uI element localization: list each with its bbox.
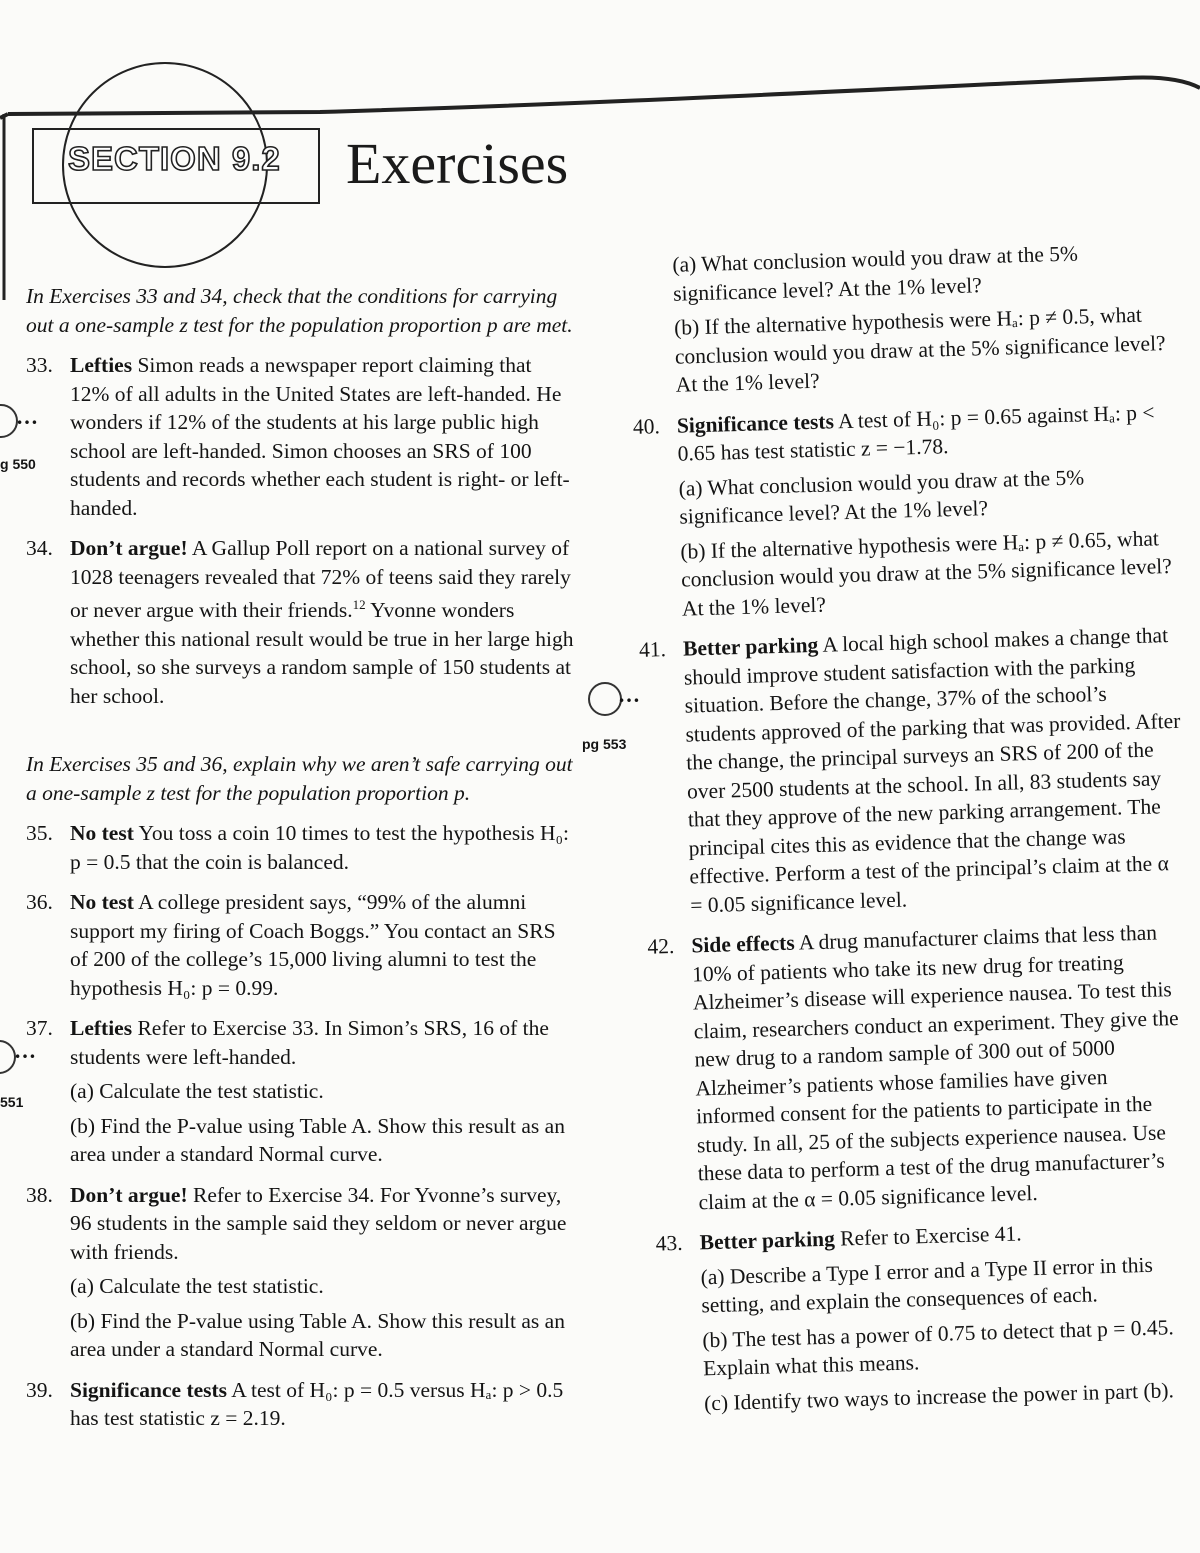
exercise-39-part-a: (a) What conclusion would you draw at the 5% significance level? At the 1% level? (672, 241, 1079, 306)
dots-marker: … (16, 404, 39, 429)
exercise-number: 42. (647, 933, 675, 959)
exercise-text-cont: Yvonne wonders whether this national result would be true in her large high school, so she surveys a random sample of 150 students at her school. (70, 598, 574, 708)
exercise-number: 36. (26, 890, 53, 915)
exercise-39-part-b: (b) If the alternative hypothesis were Hₐ: p ≠ 0.5, what conclusion would you draw at the 5% significance level? At the 1% level? (673, 302, 1166, 397)
page-ref-41: pg 553 (582, 736, 627, 752)
exercise-43-part-a: (a) Describe a Type I error and a Type II error in this setting, and explain the consequences of each. (700, 1252, 1154, 1318)
exercise-37 (26, 1014, 574, 1071)
exercise-text: A drug manufacturer claims that less than 10% of patients who take its new drug for treating Alzheimer’s disease will experience nausea. To test this claim, researchers conduct an experiment. They give the new drug to a random sample of 300 out of 5000 Alzheimer’s patients whose families have given informed consent for the patients to participate in the study. In all, 25 of the subjects experience nausea. Use these data to perform a test of the drug manufacturer’s claim at the α = 0.05 significance level. (691, 920, 1179, 1214)
exercise-title: Don’t argue! (70, 536, 188, 560)
exercise-number: 35. (26, 821, 53, 846)
exercise-43-part-c: (c) Identify two ways to increase the power in part (b). (703, 1377, 1175, 1415)
exercise-39 (26, 1376, 574, 1433)
exercise-text: A test of H₀: p = 0.65 against Hₐ: p < 0.65 has test statistic z = −1.78. (677, 399, 1155, 466)
right-column (628, 237, 1200, 1419)
exercise-37-part-a: (a) Calculate the test statistic. (70, 1079, 324, 1104)
exercise-number: 40. (632, 413, 661, 439)
exercise-36 (26, 888, 574, 1002)
exercise-title: Side effects (691, 930, 795, 958)
exercise-title: Lefties (70, 353, 133, 377)
page-ref-33: g 550 (0, 456, 36, 472)
exercise-37-part-b: (b) Find the P-value using Table A. Show this result as an area under a standard Normal curve. (70, 1113, 565, 1167)
instructions-35-36: In Exercises 35 and 36, explain why we aren’t safe carrying out a one-sample z test for the population proportion p. (26, 752, 573, 805)
exercise-text: A local high school makes a change that should improve student satisfaction with the parking situation. Before the change, 37% of the school’s students approved of the parking that was provided. After the change, the principal surveys an SRS of 200 of the over 2500 students at the school. In all, 83 students say that they approve of the new parking arrangement. The principal cites this as evidence that the change was effective. Perform a test of the principal’s claim at the α = 0.05 significance level. (683, 623, 1181, 918)
exercise-number: 39. (26, 1377, 53, 1402)
exercise-38-part-a: (a) Calculate the test statistic. (70, 1274, 324, 1299)
exercise-42 (647, 918, 1195, 1218)
exercise-text: A test of H₀: p = 0.5 versus Hₐ: p > 0.5 has test statistic z = 2.19. (70, 1377, 564, 1431)
exercise-title: Better parking (699, 1226, 836, 1255)
exercise-40-part-b: (b) If the alternative hypothesis were Hₐ: p ≠ 0.65, what conclusion would you draw at the 5% significance level? At the 1% level? (680, 525, 1173, 621)
online-video-icon (588, 682, 622, 716)
exercise-number: 41. (638, 637, 667, 662)
exercise-text: You toss a coin 10 times to test the hypothesis H₀: p = 0.5 that the coin is balanced. (70, 821, 570, 874)
exercise-number: 33. (26, 353, 53, 377)
dots-marker: … (14, 1038, 37, 1063)
exercise-40-part-a: (a) What conclusion would you draw at the 5% significance level? At the 1% level? (678, 464, 1085, 529)
dots-marker: … (618, 682, 641, 707)
exercise-43-part-b: (b) The test has a power of 0.75 to detect that p = 0.45. Explain what this means. (702, 1314, 1175, 1381)
exercise-number: 38. (26, 1182, 53, 1207)
exercise-35 (26, 819, 574, 876)
exercise-text: Refer to Exercise 33. In Simon’s SRS, 16 of the students were left-handed. (70, 1016, 549, 1069)
exercise-text: Refer to Exercise 34. For Yvonne’s survey, 96 students in the sample said they seldom or never argue with friends. (70, 1182, 567, 1264)
exercise-34 (26, 534, 574, 710)
footnote-ref: 12 (352, 597, 366, 612)
exercise-text: A Gallup Poll report on a national survey of 1028 teenagers revealed that 72% of teens said they rarely or never argue with their friends. (70, 536, 571, 623)
exercise-text: Simon reads a newspaper report claiming that 12% of all adults in the United States are left-handed. He wonders if 12% of the students at his large public high school are left-handed. Simon chooses an SRS of 100 students and records whether each student is right- or left-handed. (70, 353, 570, 520)
exercise-38-part-b: (b) Find the P-value using Table A. Show this result as an area under a standard Normal curve. (70, 1308, 565, 1362)
exercise-text: Refer to Exercise 41. (839, 1221, 1022, 1251)
exercise-title: No test (70, 890, 134, 915)
left-column (26, 282, 574, 1433)
exercise-title: Significance tests (676, 408, 835, 438)
exercise-title: Don’t argue! (70, 1182, 188, 1207)
exercise-title: Significance tests (70, 1377, 228, 1402)
page-ref-37: 551 (0, 1094, 24, 1110)
exercise-title: Lefties (70, 1016, 133, 1041)
exercise-title: Better parking (682, 632, 819, 661)
instructions-33-34: In Exercises 33 and 34, check that the conditions for carrying out a one-sample z test for the population proportion p are met. (26, 284, 573, 337)
exercise-40 (632, 397, 1173, 469)
exercise-title: No test (70, 821, 134, 846)
exercise-number: 37. (26, 1016, 53, 1041)
page-title: Exercises (346, 131, 569, 196)
exercise-33 (26, 351, 574, 522)
exercise-text: A college president says, “99% of the alumni support my firing of Coach Boggs.” You contact an SRS of 200 of the college’s 15,000 living alumni to test the hypothesis H₀: p = 0.99. (70, 890, 556, 1000)
exercise-number: 43. (655, 1230, 683, 1256)
exercise-number: 34. (26, 536, 53, 560)
exercise-38 (26, 1181, 574, 1267)
section-label: SECTION 9.2 (68, 140, 281, 177)
exercise-41 (639, 621, 1187, 921)
